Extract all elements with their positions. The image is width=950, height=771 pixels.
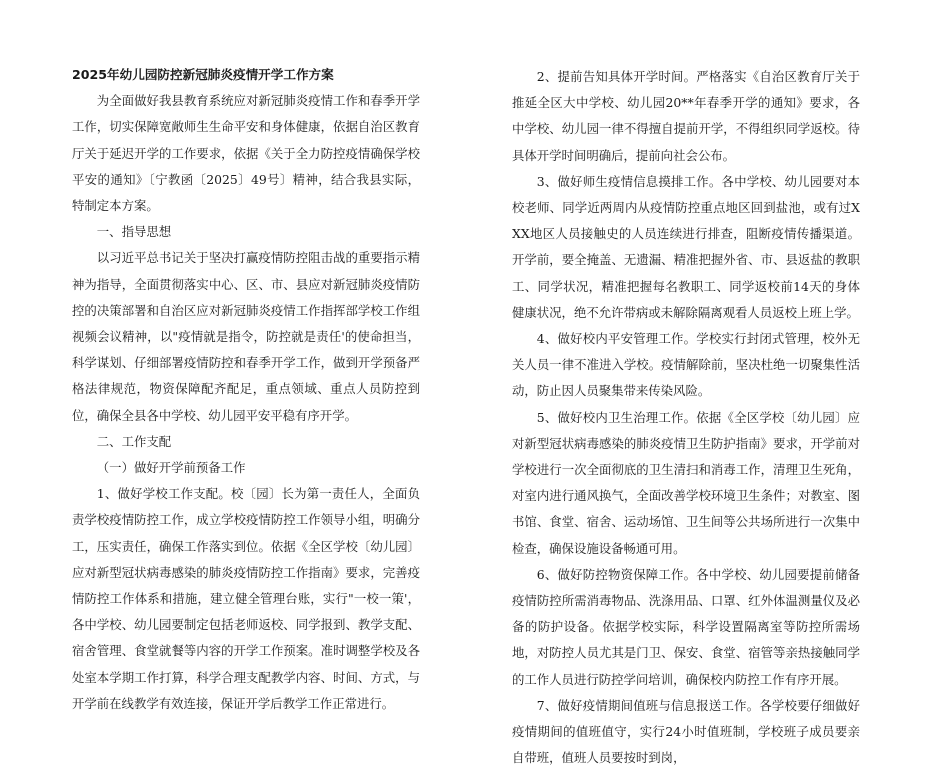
intro-paragraph: 为全面做好我县教育系统应对新冠肺炎疫情工作和春季开学工作，切实保障宽敞师生生命平安和身体健康，依据自治区教育厅关于延迟开学的工作要求，依据《关于全力防控疫情确保学校平安的通知》〔宁教函〔2025〕49号〕精神，结合我县实际，特制定本方案。 (72, 93, 420, 214)
item-paragraph-6: 6、做好防控物资保障工作。各中学校、幼儿园要提前储备疫情防控所需消毒物品、洗涤用品、口罩、红外体温测量仪及必备的防护设备。依据学校实际，科学设置隔离室等防控所需场地，对防控人员尤其是门卫、保安、食堂、宿管等亲热接触同学的工作人员进行防控学问培训，确保校内防控工作有序开展。 (512, 566, 860, 687)
section-heading-work-arrangement: 二、工作支配 (96, 433, 172, 449)
left-column (72, 62, 420, 717)
item-paragraph-7: 7、做好疫情期间值班与信息报送工作。各学校要仔细做好疫情期间的值班值守，实行24小时值班制，学校班子成员要亲自带班，值班人员要按时到岗， (512, 697, 860, 766)
item-paragraph-1: 1、做好学校工作支配。校〔园〕长为第一责任人，全面负责学校疫情防控工作，成立学校疫情防控工作领导小组，明确分工，压实责任，确保工作落实到位。依据《全区学校〔幼儿园〕应对新型冠状病毒感染的肺炎疫情防控工作指南》要求，完善疫情防控工作体系和措施，建立健全管理台账，实行"一校一策'，各中学校、幼儿园要制定包括老师返校、同学报到、教学支配、宿舍管理、食堂就餐等内容的开学工作预案。准时调整学校及各处室本学期工作打算，科学合理支配教学内容、时间、方式，与开学前在线教学有效连接，保证开学后教学工作正常进行。 (72, 486, 420, 711)
section-heading-guiding-ideology: 一、指导思想 (96, 224, 172, 240)
right-column (512, 64, 860, 771)
guiding-ideology-paragraph: 以习近平总书记关于坚决打赢疫情防控阻击战的重要指示精神为指导，全面贯彻落实中心、区、市、县应对新冠肺炎疫情防控的决策部署和自治区应对新冠肺炎疫情工作指挥部学校工作组视频会议精神，以"疫情就是指令，防控就是责任'的使命担当，科学谋划、仔细部署疫情防控和春季开学工作，做到开学预备严格法律规范，物资保障配齐配足，重点领域、重点人员防控到位，确保全县各中学校、幼儿园平安平稳有序开学。 (72, 250, 420, 423)
document-title: 2025年幼儿园防控新冠肺炎疫情开学工作方案 (72, 67, 334, 82)
item-paragraph-2: 2、提前告知具体开学时间。严格落实《自治区教育厅关于推延全区大中学校、幼儿园20**年春季开学的通知》要求，各中学校、幼儿园一律不得擅自提前开学，不得组织同学返校。待具体开学时间明确后，提前向社会公布。 (512, 69, 860, 163)
item-paragraph-4: 4、做好校内平安管理工作。学校实行封闭式管理，校外无关人员一律不准进入学校。疫情解除前，坚决杜绝一切聚集性活动，防止因人员聚集带来传染风险。 (512, 331, 860, 399)
item-paragraph-5: 5、做好校内卫生治理工作。依据《全区学校〔幼儿园〕应对新型冠状病毒感染的肺炎疫情卫生防护指南》要求，开学前对学校进行一次全面彻底的卫生清扫和消毒工作，清理卫生死角，对室内进行通风换气，全面改善学校环境卫生条件；对教室、图书馆、食堂、宿舍、运动场馆、卫生间等公共场所进行一次集中检查，确保设施设备畅通可用。 (512, 409, 860, 556)
item-paragraph-3: 3、做好师生疫情信息摸排工作。各中学校、幼儿园要对本校老师、同学近两周内从疫情防控重点地区回到盐池，或有过XXX地区人员接触史的人员连续进行排查，阻断疫情传播渠道。开学前，要全掩盖、无遗漏、精准把握外省、市、县返盐的教职工、同学状况，精准把握每名教职工、同学返校前14天的身体健康状况，绝不允许带病或未解除隔离观看人员返校上班上学。 (512, 173, 860, 320)
subsection-heading-pre-opening: （一）做好开学前预备工作 (96, 460, 246, 476)
